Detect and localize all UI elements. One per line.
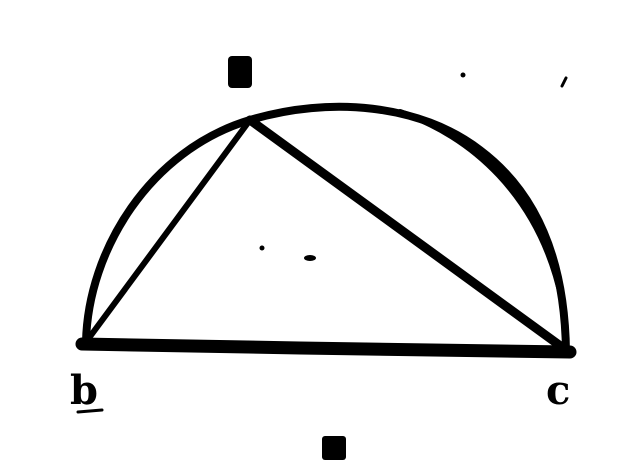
label-b-underline — [78, 410, 102, 412]
chord-left — [86, 120, 250, 342]
semicircle-arc-thick-right — [400, 112, 562, 300]
label-b: b — [70, 367, 98, 414]
label-c: c — [546, 367, 571, 414]
chord-right — [250, 120, 566, 350]
apex-label-mark — [228, 56, 252, 88]
bottom-label-mark — [322, 436, 346, 460]
ink-speck — [562, 78, 566, 86]
ink-speck — [260, 246, 265, 251]
ink-speck — [461, 73, 466, 78]
semicircle-arc — [86, 107, 566, 352]
diameter-line — [82, 344, 570, 352]
ink-speck — [304, 255, 316, 261]
